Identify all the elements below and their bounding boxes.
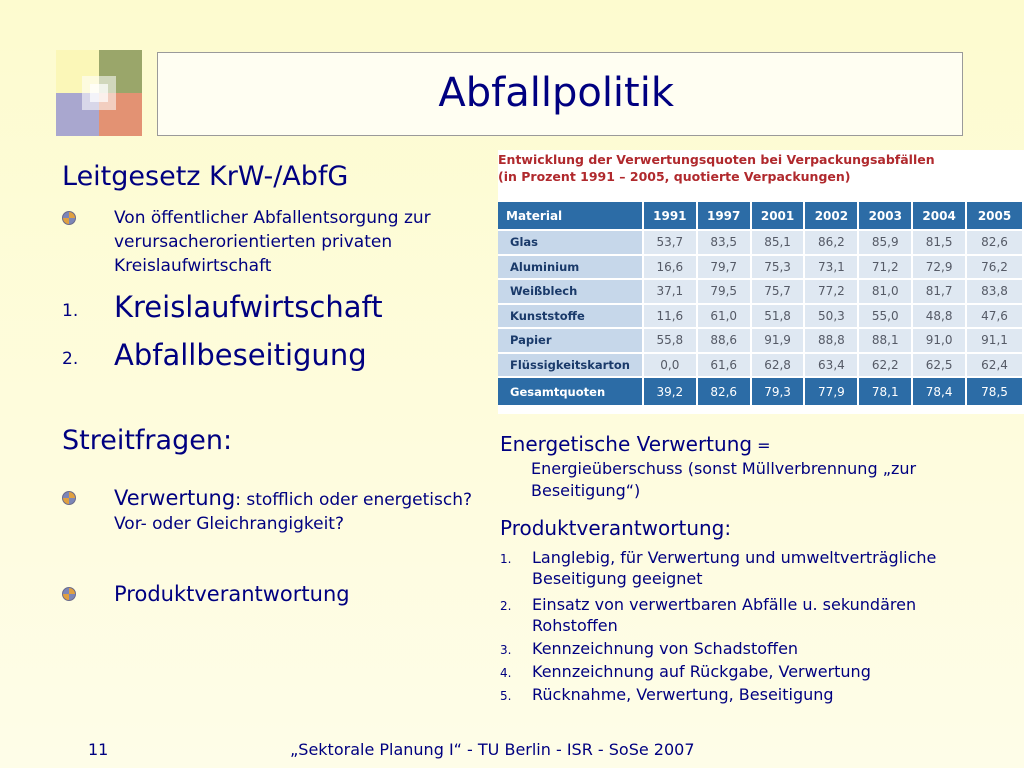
value-cell: 62,5 bbox=[912, 353, 966, 378]
value-cell: 51,8 bbox=[751, 304, 805, 329]
table-row bbox=[498, 279, 1023, 304]
value-cell: 82,6 bbox=[697, 377, 751, 405]
column-header-year: 2002 bbox=[804, 202, 858, 230]
list-item: 3. Kennzeichnung von Schadstoffen bbox=[500, 639, 799, 658]
value-cell: 72,9 bbox=[912, 255, 966, 280]
slide-title: Abfallpolitik bbox=[438, 70, 674, 116]
value-cell: 73,1 bbox=[804, 255, 858, 280]
value-cell: 86,2 bbox=[804, 230, 858, 255]
list-item: 4. Kennzeichnung auf Rückgabe, Verwertung bbox=[500, 662, 871, 681]
value-cell: 62,4 bbox=[966, 353, 1023, 378]
column-header-year: 2001 bbox=[751, 202, 805, 230]
value-cell: 91,1 bbox=[966, 328, 1023, 353]
table-row bbox=[498, 328, 1023, 353]
table-row bbox=[498, 230, 1023, 255]
value-cell: 62,2 bbox=[858, 353, 912, 378]
value-cell: 81,7 bbox=[912, 279, 966, 304]
value-cell: 37,1 bbox=[643, 279, 697, 304]
bullet-icon bbox=[62, 491, 76, 505]
material-cell: Flüssigkeitskarton bbox=[498, 353, 643, 378]
value-cell: 75,3 bbox=[751, 255, 805, 280]
value-cell: 61,6 bbox=[697, 353, 751, 378]
bullet-item: Verwertung: stofflich oder energetisch? Vor- oder Gleichrangigkeit? bbox=[62, 486, 487, 536]
right-column bbox=[500, 432, 1000, 705]
value-cell: 63,4 bbox=[804, 353, 858, 378]
value-cell: 85,9 bbox=[858, 230, 912, 255]
table-total-row bbox=[498, 377, 1023, 405]
value-cell: 16,6 bbox=[643, 255, 697, 280]
numbered-item: 1. Kreislaufwirtschaft bbox=[62, 290, 383, 324]
value-cell: 11,6 bbox=[643, 304, 697, 329]
value-cell: 78,5 bbox=[966, 377, 1023, 405]
value-cell: 83,8 bbox=[966, 279, 1023, 304]
value-cell: 91,9 bbox=[751, 328, 805, 353]
value-cell: 88,8 bbox=[804, 328, 858, 353]
value-cell: 53,7 bbox=[643, 230, 697, 255]
value-cell: 91,0 bbox=[912, 328, 966, 353]
column-header-year: 2004 bbox=[912, 202, 966, 230]
value-cell: 62,8 bbox=[751, 353, 805, 378]
column-header-material: Material bbox=[498, 202, 643, 230]
value-cell: 88,6 bbox=[697, 328, 751, 353]
value-cell: 61,0 bbox=[697, 304, 751, 329]
list-item: 5. Rücknahme, Verwertung, Beseitigung bbox=[500, 685, 834, 704]
list-item: 2. Einsatz von verwertbaren Abfälle u. sekundären Rohstoffen bbox=[500, 595, 917, 635]
value-cell: 78,4 bbox=[912, 377, 966, 405]
column-header-year: 2003 bbox=[858, 202, 912, 230]
title-box bbox=[157, 52, 963, 136]
bullet-icon bbox=[62, 587, 76, 601]
material-cell: Weißblech bbox=[498, 279, 643, 304]
table-row bbox=[498, 353, 1023, 378]
value-cell: 78,1 bbox=[858, 377, 912, 405]
bullet-icon bbox=[62, 211, 76, 225]
column-header-year: 1991 bbox=[643, 202, 697, 230]
value-cell: 81,0 bbox=[858, 279, 912, 304]
value-cell: 55,0 bbox=[858, 304, 912, 329]
material-cell: Kunststoffe bbox=[498, 304, 643, 329]
table-row bbox=[498, 304, 1023, 329]
value-cell: 83,5 bbox=[697, 230, 751, 255]
column-header-year: 2005 bbox=[966, 202, 1023, 230]
column-header-year: 1997 bbox=[697, 202, 751, 230]
list-item: 1. Langlebig, für Verwertung und umweltverträgliche Beseitigung geeignet bbox=[500, 548, 937, 588]
numbered-item: 2. Abfallbeseitigung bbox=[62, 338, 367, 372]
bullet-item: Produktverantwortung bbox=[62, 580, 487, 608]
value-cell: 85,1 bbox=[751, 230, 805, 255]
energetische-verwertung-text: Energieüberschuss (sonst Müllverbrennung „zur Beseitigung“) bbox=[531, 459, 917, 500]
value-cell: 82,6 bbox=[966, 230, 1023, 255]
bullet-item: Von öffentlicher Abfallentsorgung zur verursacherorientierten privaten Kreislaufwirtschaft bbox=[62, 206, 487, 278]
page-number: 11 bbox=[88, 740, 109, 759]
value-cell: 48,8 bbox=[912, 304, 966, 329]
table-title: Entwicklung der Verwertungsquoten bei Verpackungsabfällen (in Prozent 1991 – 2005, quotierte Verpackungen) bbox=[498, 152, 935, 184]
value-cell: 88,1 bbox=[858, 328, 912, 353]
value-cell: 39,2 bbox=[643, 377, 697, 405]
recycling-rates-table bbox=[498, 202, 1024, 405]
value-cell: 0,0 bbox=[643, 353, 697, 378]
value-cell: 79,3 bbox=[751, 377, 805, 405]
heading-leitgesetz: Leitgesetz KrW-/AbfG bbox=[62, 161, 349, 192]
value-cell: 47,6 bbox=[966, 304, 1023, 329]
value-cell: 50,3 bbox=[804, 304, 858, 329]
slide-logo bbox=[56, 50, 144, 136]
heading-energetische-verwertung: Energetische Verwertung = bbox=[500, 432, 771, 456]
material-cell: Gesamtquoten bbox=[498, 377, 643, 405]
table-row bbox=[498, 255, 1023, 280]
value-cell: 77,2 bbox=[804, 279, 858, 304]
recycling-table-figure bbox=[498, 150, 1024, 414]
left-column bbox=[62, 160, 487, 608]
value-cell: 76,2 bbox=[966, 255, 1023, 280]
value-cell: 79,5 bbox=[697, 279, 751, 304]
value-cell: 75,7 bbox=[751, 279, 805, 304]
value-cell: 77,9 bbox=[804, 377, 858, 405]
heading-produktverantwortung: Produktverantwortung: bbox=[500, 516, 732, 540]
value-cell: 55,8 bbox=[643, 328, 697, 353]
material-cell: Aluminium bbox=[498, 255, 643, 280]
value-cell: 71,2 bbox=[858, 255, 912, 280]
material-cell: Glas bbox=[498, 230, 643, 255]
value-cell: 81,5 bbox=[912, 230, 966, 255]
footer-text: „Sektorale Planung I“ - TU Berlin - ISR - SoSe 2007 bbox=[290, 740, 695, 759]
material-cell: Papier bbox=[498, 328, 643, 353]
heading-streitfragen: Streitfragen: bbox=[62, 425, 233, 456]
value-cell: 79,7 bbox=[697, 255, 751, 280]
